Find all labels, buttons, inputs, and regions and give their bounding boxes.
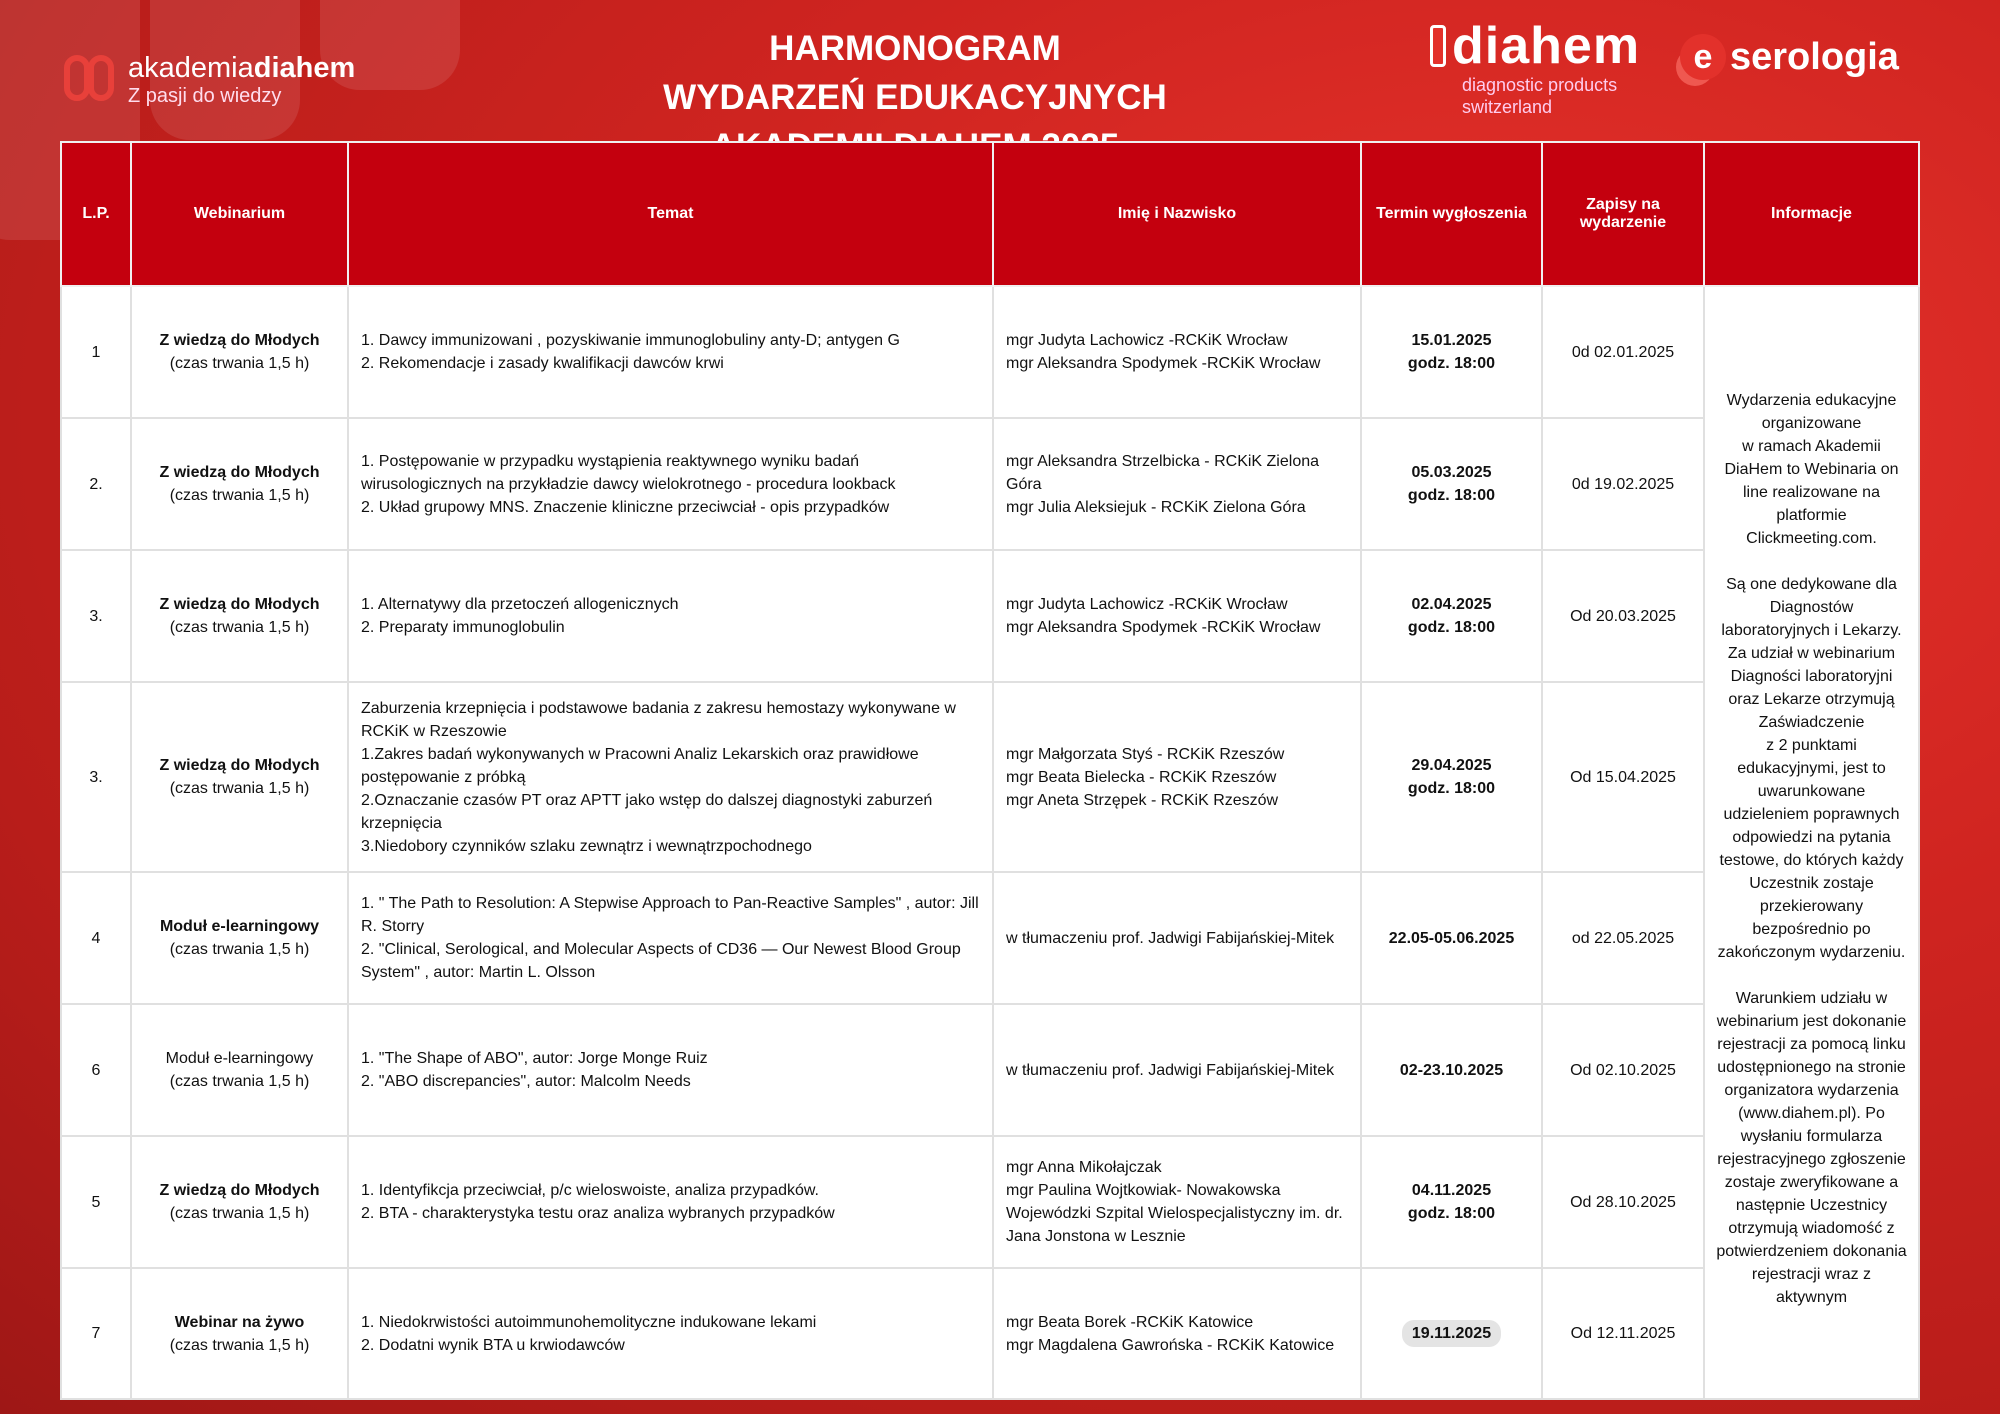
logo-word-diahem: diahem	[253, 52, 356, 84]
title-line-1: HARMONOGRAM	[769, 29, 1061, 68]
webinar-type: Moduł e-learningowy	[159, 918, 320, 935]
speakers-cell	[993, 550, 1361, 682]
eserologia-logo	[1680, 34, 1899, 80]
webinar-type: Z wiedzą do Młodych	[159, 596, 320, 613]
speaker-line: w tłumaczeniu prof. Jadwigi Fabijańskiej-Mitek	[1006, 929, 1335, 947]
speakers-cell	[993, 1136, 1361, 1268]
column-header-speakers: Imię i Nazwisko	[993, 142, 1361, 286]
column-header-info: Informacje	[1704, 142, 1919, 286]
date-line: godz. 18:00	[1407, 780, 1496, 797]
webinar-duration: (czas trwania 1,5 h)	[169, 1205, 310, 1222]
topic-line: 2. BTA - charakterystyka testu oraz analiza wybranych przypadków	[361, 1205, 835, 1222]
row-number: 3.	[61, 682, 131, 872]
topic-line: 2. "ABO discrepancies", autor: Malcolm Needs	[361, 1073, 691, 1090]
column-header-signup: Zapisy na wydarzenie	[1542, 142, 1704, 286]
topic-line: 2.Oznaczanie czasów PT oraz APTT jako wstęp do dalszej diagnostyki zaburzeń krzepnięcia	[361, 791, 933, 832]
table-row	[61, 1268, 1919, 1399]
row-number: 7	[61, 1268, 131, 1399]
row-number: 1	[61, 286, 131, 418]
speaker-line: mgr Aleksandra Strzelbicka - RCKiK Zielona Góra	[1006, 452, 1320, 493]
topic-line: 2. Preparaty immunoglobulin	[361, 619, 565, 636]
logo-word-akademia: akademia	[128, 52, 254, 84]
webinar-duration: (czas trwania 1,5 h)	[169, 941, 310, 958]
topic-line: 1. Dawcy immunizowani , pozyskiwanie immunoglobuliny anty-D; antygen G	[361, 332, 900, 349]
column-header-webinar: Webinarium	[131, 142, 348, 286]
diahem-logo-line1: diagnostic products	[1462, 75, 1618, 95]
date-line: 02-23.10.2025	[1399, 1061, 1504, 1079]
speaker-line: mgr Paulina Wojtkowiak- Nowakowska Wojewódzki Szpital Wielospecjalistyczny im. dr. Jana Jonstona w Lesznie	[1006, 1182, 1343, 1245]
speaker-line: mgr Judyta Lachowicz -RCKiK Wrocław	[1006, 596, 1288, 613]
speakers-cell	[993, 1268, 1361, 1399]
date-badge: 19.11.2025	[1402, 1320, 1501, 1347]
schedule-table	[60, 141, 1920, 1400]
table-row	[61, 418, 1919, 550]
webinar-duration: (czas trwania 1,5 h)	[169, 1336, 310, 1354]
table-row	[61, 682, 1919, 872]
signup-cell: 0d 19.02.2025	[1542, 418, 1704, 550]
date-cell	[1361, 418, 1542, 550]
webinar-type: Z wiedzą do Młodych	[159, 1182, 320, 1199]
webinar-type: Moduł e-learningowy	[165, 1050, 314, 1067]
topic-cell	[348, 1268, 993, 1399]
topic-cell	[348, 1004, 993, 1136]
topic-line: 2. Układ grupowy MNS. Znaczenie kliniczne przeciwciał - opis przypadków	[361, 498, 890, 516]
speaker-line: mgr Anna Mikołajczak	[1006, 1159, 1162, 1176]
date-cell	[1361, 1268, 1542, 1399]
row-number: 4	[61, 872, 131, 1004]
speaker-line: mgr Beata Bielecka - RCKiK Rzeszów	[1006, 768, 1277, 786]
date-line: 22.05-05.06.2025	[1388, 929, 1515, 947]
topic-line: 3.Niedobory czynników szlaku zewnątrz i wewnątrzpochodnego	[361, 837, 812, 855]
speaker-line: mgr Aleksandra Spodymek -RCKiK Wrocław	[1006, 355, 1321, 372]
eserologia-logo-word: serologia	[1730, 35, 1899, 78]
diahem-logo-word: diahem	[1452, 17, 1641, 75]
signup-cell: od 22.05.2025	[1542, 872, 1704, 1004]
row-number: 2.	[61, 418, 131, 550]
topic-line: 1. Alternatywy dla przetoczeń allogenicznych	[361, 596, 679, 613]
date-line: 15.01.2025	[1411, 332, 1492, 349]
webinar-cell	[131, 286, 348, 418]
speaker-line: mgr Beata Borek -RCKiK Katowice	[1006, 1313, 1254, 1331]
webinar-duration: (czas trwania 1,5 h)	[169, 487, 310, 504]
webinar-type: Z wiedzą do Młodych	[159, 757, 320, 774]
webinar-type: Z wiedzą do Młodych	[159, 464, 320, 481]
date-line: godz. 18:00	[1407, 1205, 1496, 1222]
webinar-type: Webinar na żywo	[174, 1313, 305, 1331]
topic-cell	[348, 1136, 993, 1268]
topic-line: Zaburzenia krzepnięcia i podstawowe badania z zakresu hemostazy wykonywane w RCKiK w Rzeszowie	[361, 699, 956, 740]
column-header-lp: L.P.	[61, 142, 131, 286]
table-row	[61, 286, 1919, 418]
akademia-diahem-logo	[64, 52, 355, 108]
speaker-line: mgr Aleksandra Spodymek -RCKiK Wrocław	[1006, 619, 1321, 636]
topic-cell	[348, 682, 993, 872]
topic-line: 2. Rekomendacje i zasady kwalifikacji dawców krwi	[361, 355, 724, 372]
table-row	[61, 872, 1919, 1004]
webinar-duration: (czas trwania 1,5 h)	[169, 1073, 310, 1090]
date-cell	[1361, 550, 1542, 682]
topic-line: 1. Postępowanie w przypadku wystąpienia reaktywnego wyniku badań wirusologicznych na przykładzie dawcy wielokrotnego - procedura lookback	[361, 452, 896, 493]
topic-line: 1.Zakres badań wykonywanych w Pracowni Analiz Lekarskich oraz prawidłowe postępowanie z próbką	[361, 745, 919, 786]
speaker-line: mgr Judyta Lachowicz -RCKiK Wrocław	[1006, 332, 1288, 349]
webinar-cell	[131, 682, 348, 872]
logo-tagline: Z pasji do wiedzy	[128, 85, 282, 107]
table-row	[61, 1136, 1919, 1268]
date-line: 29.04.2025	[1411, 757, 1492, 774]
speaker-line: mgr Julia Aleksiejuk - RCKiK Zielona Góra	[1006, 498, 1306, 516]
topic-line: 1. Identyfikcja przeciwciał, p/c wieloswoiste, analiza przypadków.	[361, 1182, 819, 1199]
date-line: 05.03.2025	[1411, 464, 1492, 481]
date-line: godz. 18:00	[1407, 355, 1496, 372]
webinar-duration: (czas trwania 1,5 h)	[169, 619, 310, 636]
date-line: 04.11.2025	[1411, 1182, 1492, 1199]
table-row	[61, 550, 1919, 682]
speakers-cell	[993, 682, 1361, 872]
topic-cell	[348, 286, 993, 418]
date-cell	[1361, 1136, 1542, 1268]
date-line: godz. 18:00	[1407, 619, 1496, 636]
topic-line: 1. "The Shape of ABO", autor: Jorge Monge Ruiz	[361, 1050, 708, 1067]
date-line: 02.04.2025	[1411, 596, 1492, 613]
topic-line: 2. Dodatni wynik BTA u krwiodawców	[361, 1336, 625, 1354]
speaker-line: mgr Aneta Strzępek - RCKiK Rzeszów	[1006, 791, 1279, 809]
date-cell	[1361, 872, 1542, 1004]
speaker-line: w tłumaczeniu prof. Jadwigi Fabijańskiej-Mitek	[1006, 1061, 1335, 1079]
webinar-duration: (czas trwania 1,5 h)	[169, 780, 310, 797]
signup-cell: 0d 02.01.2025	[1542, 286, 1704, 418]
topic-cell	[348, 872, 993, 1004]
row-number: 5	[61, 1136, 131, 1268]
webinar-duration: (czas trwania 1,5 h)	[169, 355, 310, 372]
topic-line: 1. " The Path to Resolution: A Stepwise Approach to Pan-Reactive Samples" , autor: Jill R. Storry	[361, 895, 979, 935]
webinar-cell	[131, 1268, 348, 1399]
date-cell	[1361, 1004, 1542, 1136]
akademia-logo-icon	[64, 55, 118, 105]
eserologia-logo-icon: e	[1680, 34, 1726, 80]
speakers-cell	[993, 418, 1361, 550]
speaker-line: mgr Małgorzata Styś - RCKiK Rzeszów	[1006, 745, 1285, 763]
table-header-row	[61, 142, 1919, 286]
webinar-cell	[131, 1004, 348, 1136]
signup-cell: Od 02.10.2025	[1542, 1004, 1704, 1136]
webinar-cell	[131, 872, 348, 1004]
signup-cell: Od 15.04.2025	[1542, 682, 1704, 872]
diahem-logo	[1430, 18, 1640, 118]
date-cell	[1361, 682, 1542, 872]
webinar-type: Z wiedzą do Młodych	[159, 332, 320, 349]
title-line-2: WYDARZEŃ EDUKACYJNYCH	[663, 78, 1167, 117]
signup-cell: Od 12.11.2025	[1542, 1268, 1704, 1399]
topic-line: 1. Niedokrwistości autoimmunohemolityczne indukowane lekami	[361, 1313, 817, 1331]
webinar-cell	[131, 1136, 348, 1268]
speakers-cell	[993, 1004, 1361, 1136]
table-row	[61, 1004, 1919, 1136]
webinar-cell	[131, 418, 348, 550]
date-line: godz. 18:00	[1407, 487, 1496, 504]
speakers-cell	[993, 286, 1361, 418]
row-number: 6	[61, 1004, 131, 1136]
date-cell	[1361, 286, 1542, 418]
speakers-cell	[993, 872, 1361, 1004]
info-cell: Wydarzenia edukacyjne organizowane w ramach Akademii DiaHem to Webinaria on line realizowane na platformie Clickmeeting.com. Są one dedykowane dla Diagnostów laboratoryjnych i Lekarzy. Za udział w webinarium Diagności laboratoryjni oraz Lekarze otrzymują Zaświadczenie z 2 punktami edukacyjnymi, jest to uwarunkowane udzieleniem poprawnych odpowiedzi na pytania testowe, do których każdy Uczestnik zostaje przekierowany bezpośrednio po zakończonym wydarzeniu. Warunkiem udziału w webinarium jest dokonanie rejestracji za pomocą linku udostępnionego na stronie organizatora wydarzenia (www.diahem.pl). Po wysłaniu formularza rejestracyjnego zgłoszenie zostaje zweryfikowane a następnie Uczestnicy otrzymują wiadomość z potwierdzeniem dokonania rejestracji wraz z aktywnym	[1704, 286, 1919, 1399]
diahem-logo-line2: switzerland	[1462, 97, 1553, 117]
speaker-line: mgr Magdalena Gawrońska - RCKiK Katowice	[1006, 1336, 1335, 1354]
signup-cell: Od 20.03.2025	[1542, 550, 1704, 682]
signup-cell: Od 28.10.2025	[1542, 1136, 1704, 1268]
topic-cell	[348, 418, 993, 550]
topic-line: 2. "Clinical, Serological, and Molecular Aspects of CD36 — Our Newest Blood Group System" , autor: Martin L. Olsson	[361, 941, 961, 981]
column-header-topic: Temat	[348, 142, 993, 286]
row-number: 3.	[61, 550, 131, 682]
topic-cell	[348, 550, 993, 682]
webinar-cell	[131, 550, 348, 682]
diahem-logo-icon	[1430, 25, 1446, 67]
column-header-date: Termin wygłoszenia	[1361, 142, 1542, 286]
